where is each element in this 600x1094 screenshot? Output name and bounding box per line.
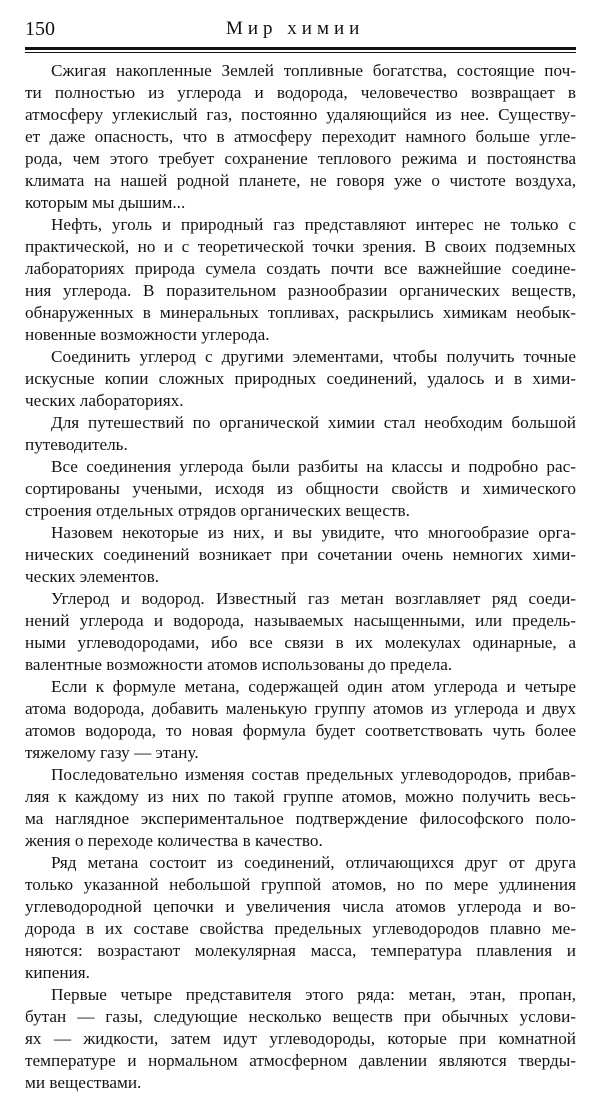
text-line: кипения.: [25, 963, 90, 982]
paragraph: [25, 346, 576, 412]
paragraph: [25, 588, 576, 676]
text-line: ет даже опасность, что в атмосферу переходит намного больше угле-: [25, 127, 576, 146]
text-line: Ряд метана состоит из соединений, отличающихся друг от друга: [51, 853, 576, 872]
text-line: Сжигая накопленные Землей топливные богатства, состоящие поч-: [51, 61, 576, 80]
header-rule-thin: [25, 52, 576, 53]
running-title: Мир химии: [226, 18, 365, 39]
text-line: Если к формуле метана, содержащей один атом углерода и четыре: [51, 677, 576, 696]
text-line: Все соединения углерода были разбиты на классы и подробно рас-: [51, 457, 576, 476]
text-line: валентные возможности атомов использованы до предела.: [25, 655, 453, 674]
paragraph: [25, 764, 576, 852]
text-line: Первые четыре представителя этого ряда: метан, этан, пропан,: [51, 985, 576, 1004]
paragraph: [25, 522, 576, 588]
text-line: ния углерода. В поразительном разнообразии органических веществ,: [25, 281, 576, 300]
text-line: рода, чем этого требует сохранение теплового режима и постоянства: [25, 149, 576, 168]
text-line: ляя к каждому из них по такой группе атомов, можно получить весь-: [25, 787, 576, 806]
text-line: атмосферу углекислый газ, постоянно удаляющийся из нее. Существу-: [25, 105, 576, 124]
text-line: Нефть, уголь и природный газ представляют интерес не только с: [51, 215, 576, 234]
text-line: Углерод и водород. Известный газ метан возглавляет ряд соеди-: [51, 589, 576, 608]
text-line: тяжелому газу — этану.: [25, 743, 199, 762]
text-line: ческих лабораториях.: [25, 391, 184, 410]
paragraph: [25, 60, 576, 214]
text-line: ческих элементов.: [25, 567, 160, 586]
text-line: ными углеводородами, ибо все связи в их молекулах одинарные, а: [25, 633, 576, 652]
paragraph: [25, 412, 576, 456]
text-line: бутан — газы, следующие несколько веществ при обычных услови-: [25, 1007, 576, 1026]
text-line: только указанной небольшой группой атомов, но по мере удлинения: [25, 875, 576, 894]
text-line: практической, но и с теоретической точки зрения. В своих подземных: [25, 237, 576, 256]
text-line: строения отдельных отрядов органических веществ.: [25, 501, 410, 520]
text-line: искусные копии сложных природных соединений, удалось и в хими-: [25, 369, 576, 388]
text-line: которым мы дышим...: [25, 193, 186, 212]
text-line: нических соединений возникает при сочетании очень немногих хими-: [25, 545, 576, 564]
page-number: 150: [25, 18, 55, 40]
text-line: Для путешествий по органической химии стал необходим большой: [51, 413, 576, 432]
text-line: ях — жидкости, затем идут углеводороды, которые при комнатной: [25, 1029, 576, 1048]
text-line: углеводородной цепочки и увеличения числа атомов углерода и во-: [25, 897, 576, 916]
text-line: новенные возможности углерода.: [25, 325, 270, 344]
text-line: дорода в их составе свойства предельных углеводородов плавно ме-: [25, 919, 576, 938]
text-line: обнаруженных в минеральных топливах, раскрылись химикам необык-: [25, 303, 576, 322]
text-body: [25, 60, 576, 1094]
text-line: лабораториях природа сумела создать почти все важнейшие соедине-: [25, 259, 576, 278]
text-line: нений углерода и водорода, называемых насыщенными, или предель-: [25, 611, 576, 630]
text-line: атомов водорода, то новая формула будет соответствовать чуть более: [25, 721, 576, 740]
paragraph: [25, 676, 576, 764]
page-header: [0, 0, 600, 60]
text-line: сортированы учеными, исходя из общности свойств и химического: [25, 479, 576, 498]
text-line: Назовем некоторые из них, и вы увидите, что многообразие орга-: [51, 523, 576, 542]
paragraph: [25, 456, 576, 522]
text-line: атома водорода, добавить маленькую группу атомов из углерода и двух: [25, 699, 576, 718]
text-line: путеводитель.: [25, 435, 128, 454]
paragraph: [25, 214, 576, 346]
text-line: Последовательно изменяя состав предельных углеводородов, прибав-: [51, 765, 576, 784]
text-line: жения о переходе количества в качество.: [25, 831, 323, 850]
header-rule-thick: [25, 47, 576, 50]
text-line: ти полностью из углерода и водорода, человечество возвращает в: [25, 83, 576, 102]
text-line: температуре и нормальном атмосферном давлении являются тверды-: [25, 1051, 576, 1070]
text-line: ма наглядное экспериментальное подтверждение философского поло-: [25, 809, 576, 828]
text-line: климата на нашей родной планете, не говоря уже о чистоте воздуха,: [25, 171, 576, 190]
paragraph: [25, 852, 576, 984]
paragraph: [25, 984, 576, 1094]
text-line: Соединить углерод с другими элементами, чтобы получить точные: [51, 347, 576, 366]
text-line: ми веществами.: [25, 1073, 142, 1092]
text-line: няются: возрастают молекулярная масса, температура плавления и: [25, 941, 576, 960]
